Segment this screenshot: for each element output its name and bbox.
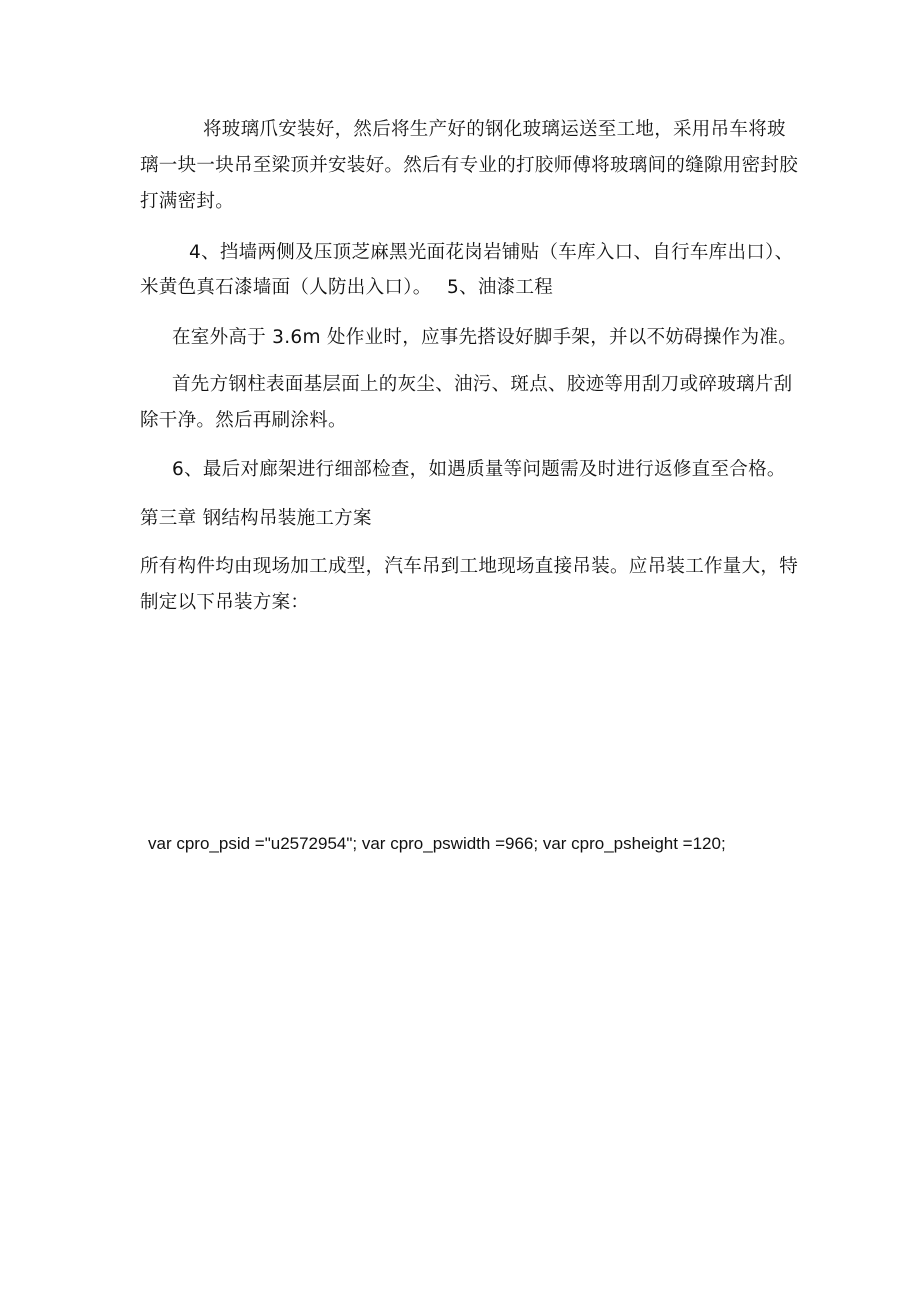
paragraph-hoist-line-1: 所有构件均由现场加工成型，汽车吊到工地现场直接吊装。应吊装工作量大，特 (140, 556, 799, 577)
paragraph-inspection: 6、最后对廊架进行细部检查，如遇质量等问题需及时进行返修直至合格。 (172, 459, 786, 480)
paragraph-hoist-line-2: 制定以下吊装方案： (140, 592, 310, 613)
code-snippet: var cpro_psid ="u2572954"; var cpro_pswidth =966; var cpro_psheight =120; (148, 834, 726, 853)
paragraph-stone-line-2a: 米黄色真石漆墙面（人防出入口）。 (140, 277, 432, 298)
chapter-heading: 第三章 钢结构吊装施工方案 (140, 508, 372, 529)
paragraph-glass-line-2: 璃一块一块吊至梁顶并安装好。然后有专业的打胶师傅将玻璃间的缝隙用密封胶 (140, 155, 799, 176)
paragraph-glass-line-3: 打满密封。 (140, 191, 235, 212)
paragraph-scaffold: 在室外高于 3.6m 处作业时，应事先搭设好脚手架，并以不妨碍操作为准。 (172, 327, 798, 348)
section-title-painting: 5、油漆工程 (447, 277, 554, 298)
paragraph-glass-line-1: 将玻璃爪安装好，然后将生产好的钢化玻璃运送至工地，采用吊车将玻 (203, 119, 786, 140)
paragraph-stone-line-1: 4、挡墙两侧及压顶芝麻黑光面花岗岩铺贴（车库入口、自行车库出口）、 (189, 242, 794, 263)
paragraph-clean-line-2: 除干净。然后再刷涂料。 (140, 410, 347, 431)
paragraph-clean-line-1: 首先方钢柱表面基层面上的灰尘、油污、斑点、胶迹等用刮刀或碎玻璃片刮 (172, 374, 793, 395)
